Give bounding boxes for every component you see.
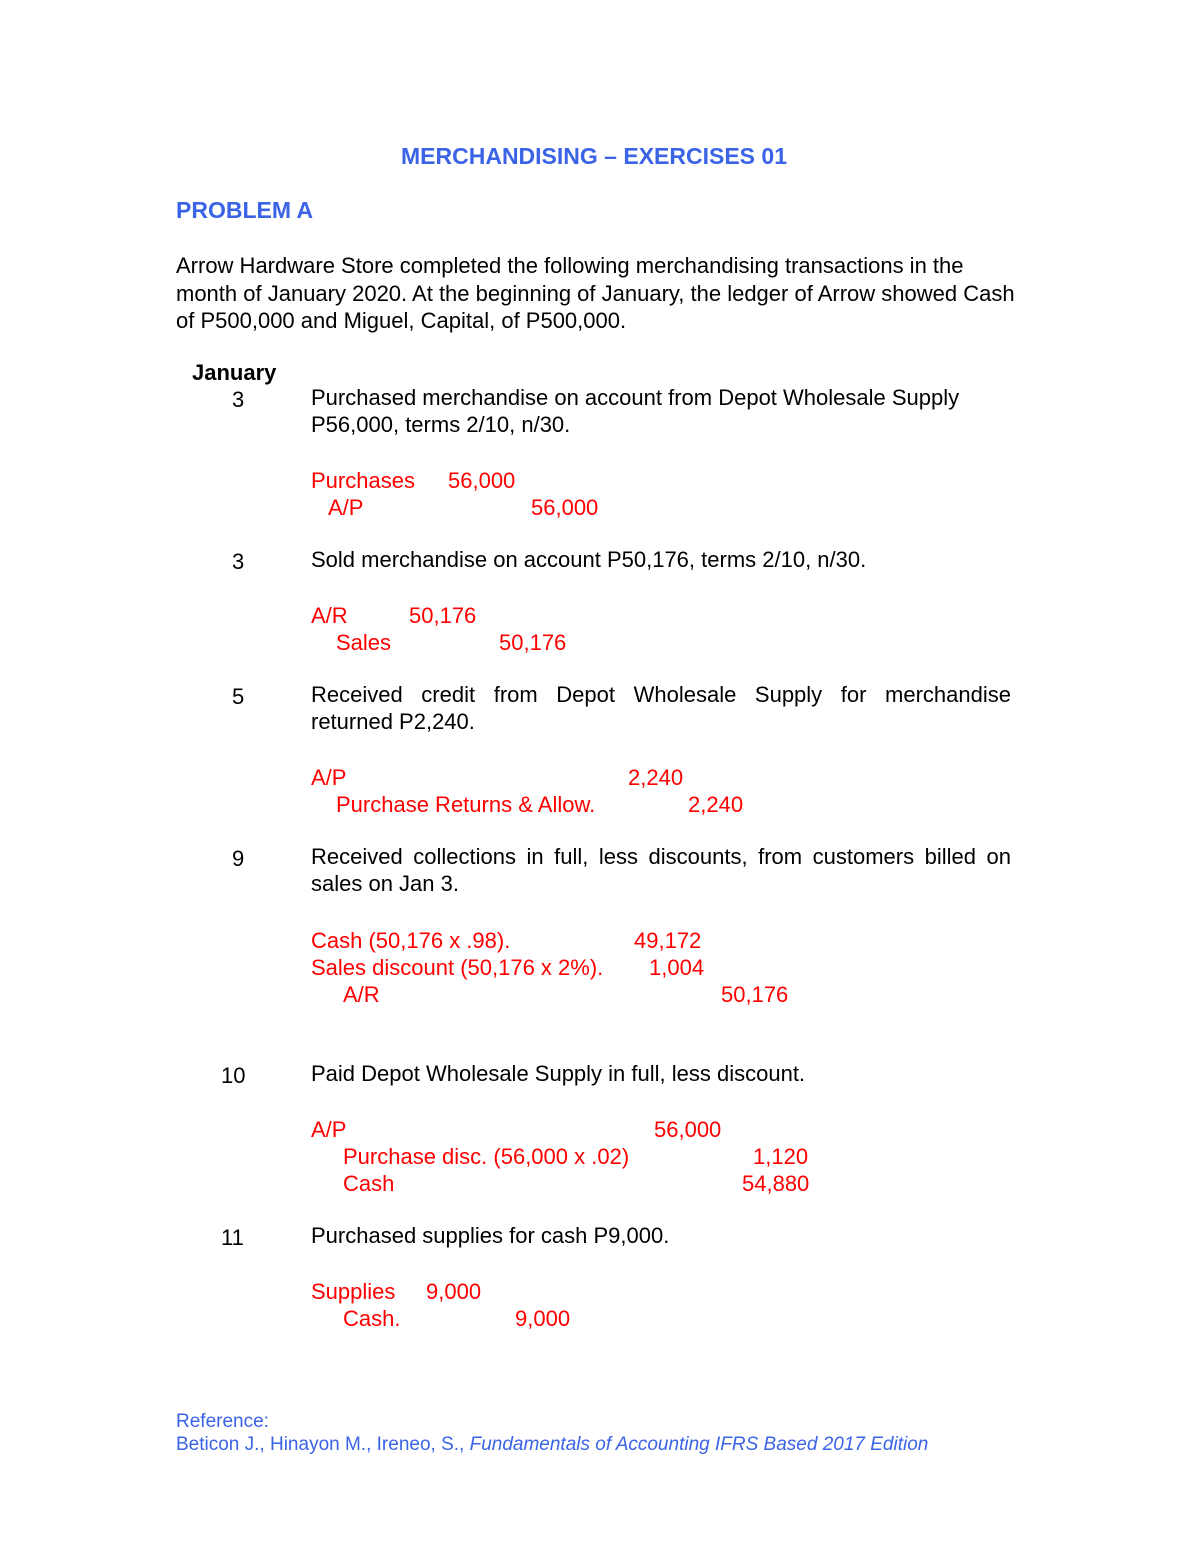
intro-paragraph: Arrow Hardware Store completed the following merchandising transactions in the month of January 2020. At the beginning of January, the ledger of Arrow showed Cash of P500,000 and Miguel, Capital, of P500,000. bbox=[176, 253, 1015, 333]
transaction-description: Sold merchandise on account P50,176, terms 2/10, n/30. bbox=[311, 547, 867, 572]
document-title: MERCHANDISING – EXERCISES 01 bbox=[401, 143, 787, 169]
journal-debit-amount: 2,240 bbox=[628, 765, 684, 790]
transaction-day: 10 bbox=[221, 1063, 246, 1088]
journal-debit-account: A/P bbox=[311, 1117, 347, 1142]
transaction-description: Paid Depot Wholesale Supply in full, less discount. bbox=[311, 1061, 806, 1086]
reference-book-title: Fundamentals of Accounting IFRS Based 2017 Edition bbox=[469, 1434, 929, 1455]
journal-credit-amount: 50,176 bbox=[721, 982, 789, 1007]
transaction-day: 3 bbox=[232, 387, 245, 412]
journal-debit-amount: 50,176 bbox=[409, 603, 477, 628]
journal-debit-account: Supplies bbox=[311, 1279, 396, 1304]
journal-credit-account: Cash bbox=[343, 1171, 395, 1196]
problem-heading: PROBLEM A bbox=[176, 197, 314, 223]
journal-credit-account: Sales bbox=[336, 630, 392, 655]
journal-credit-account: Cash. bbox=[343, 1306, 401, 1331]
journal-debit-account: Sales discount (50,176 x 2%). bbox=[311, 955, 604, 980]
transaction-description: Received credit from Depot Wholesale Supply for merchandise returned P2,240. bbox=[311, 682, 1011, 734]
journal-debit-amount: 49,172 bbox=[634, 928, 702, 953]
reference-authors: Beticon J., Hinayon M., Ireneo, S., bbox=[176, 1434, 470, 1455]
journal-credit-account: A/R bbox=[343, 982, 380, 1007]
transaction-description: Received collections in full, less discounts, from customers billed on sales on Jan 3. bbox=[311, 844, 1011, 896]
journal-debit-amount: 1,004 bbox=[649, 955, 705, 980]
transaction-description: Purchased merchandise on account from Depot Wholesale Supply P56,000, terms 2/10, n/30. bbox=[311, 385, 960, 437]
month-heading: January bbox=[192, 360, 277, 385]
journal-credit-amount: 9,000 bbox=[515, 1306, 571, 1331]
journal-debit-account: Cash (50,176 x .98). bbox=[311, 928, 511, 953]
journal-debit-account: Purchases bbox=[311, 468, 415, 493]
journal-debit-amount: 56,000 bbox=[448, 468, 516, 493]
journal-debit-amount: 9,000 bbox=[426, 1279, 482, 1304]
journal-credit-account: Purchase Returns & Allow. bbox=[336, 792, 596, 817]
transaction-description: Purchased supplies for cash P9,000. bbox=[311, 1223, 670, 1248]
reference-citation bbox=[176, 1435, 928, 1454]
journal-debit-account: A/R bbox=[311, 603, 348, 628]
reference-label: Reference: bbox=[176, 1411, 269, 1432]
journal-credit-amount: 50,176 bbox=[499, 630, 567, 655]
journal-credit-amount: 56,000 bbox=[531, 495, 599, 520]
journal-credit-amount: 54,880 bbox=[742, 1171, 810, 1196]
journal-debit-account: A/P bbox=[311, 765, 347, 790]
transaction-day: 9 bbox=[232, 846, 245, 871]
transaction-day: 11 bbox=[221, 1225, 244, 1250]
transaction-day: 3 bbox=[232, 549, 245, 574]
journal-credit-amount: 1,120 bbox=[753, 1144, 809, 1169]
journal-credit-amount: 2,240 bbox=[688, 792, 744, 817]
journal-credit-account: Purchase disc. (56,000 x .02) bbox=[343, 1144, 630, 1169]
journal-credit-account: A/P bbox=[328, 495, 364, 520]
journal-debit-amount: 56,000 bbox=[654, 1117, 722, 1142]
transaction-day: 5 bbox=[232, 684, 245, 709]
